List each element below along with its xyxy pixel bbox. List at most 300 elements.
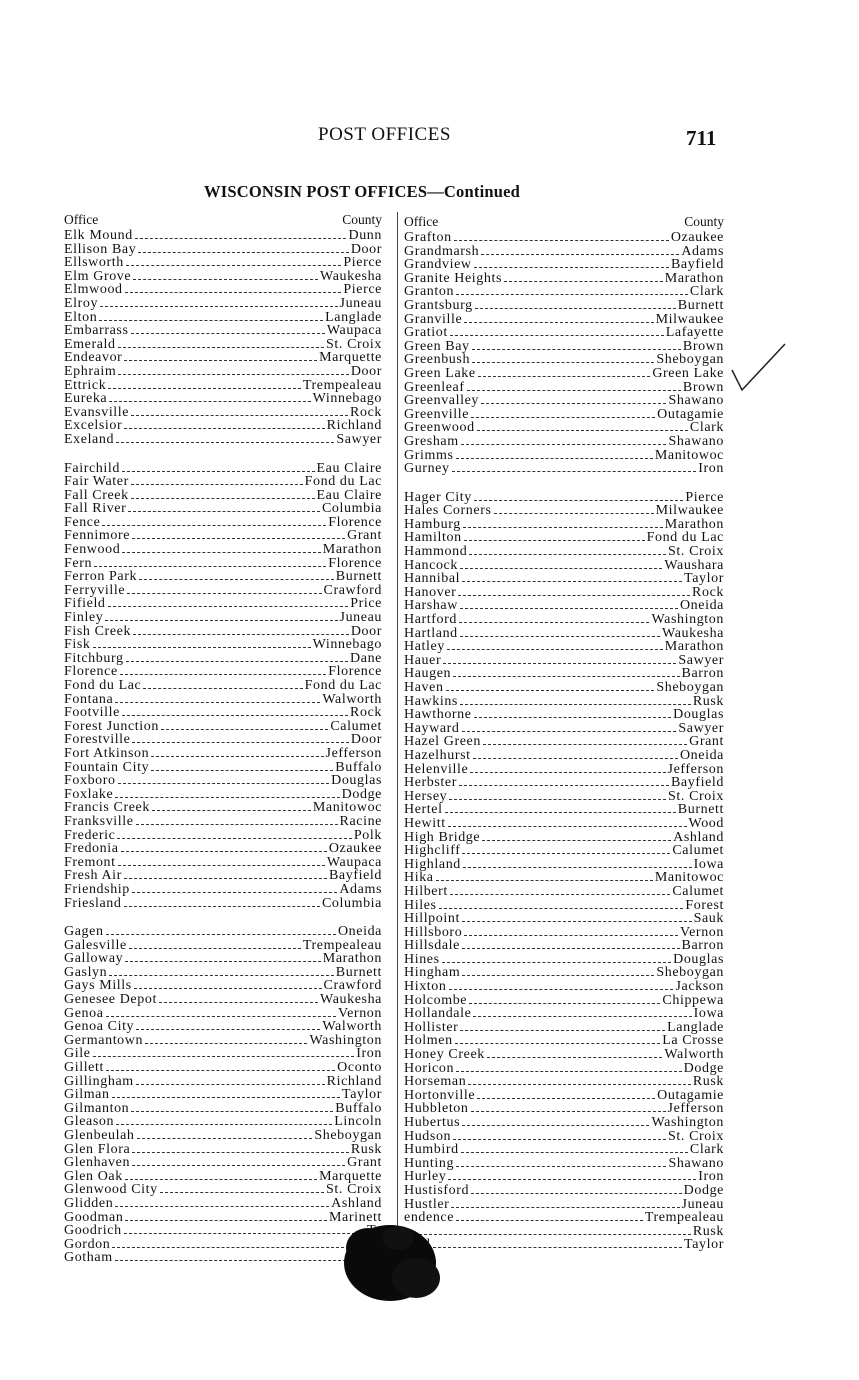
dot-leader <box>462 939 680 949</box>
page-number: 711 <box>686 126 717 150</box>
post-office-row <box>64 993 382 1007</box>
post-office-row <box>64 256 382 270</box>
dot-leader <box>470 763 665 773</box>
county-name: Burnett <box>335 569 382 585</box>
office-name: Elmwood <box>64 282 123 298</box>
post-office-row <box>404 708 724 722</box>
office-name: Goodrich <box>64 1223 122 1239</box>
page-header-title: POST OFFICES <box>318 124 451 145</box>
post-office-row <box>64 243 382 257</box>
post-office-row <box>404 776 724 790</box>
post-office-row <box>64 747 382 761</box>
office-name: Endeavor <box>64 350 123 366</box>
office-name: Ephraim <box>64 363 117 379</box>
post-office-row <box>404 1062 724 1076</box>
dot-leader <box>132 883 337 893</box>
column-divider <box>397 212 398 1284</box>
dot-leader <box>106 1061 335 1071</box>
county-header: County <box>684 214 724 229</box>
county-name: Lafayette <box>665 325 724 341</box>
office-name: Greenbush <box>404 352 471 368</box>
dot-leader <box>106 925 336 935</box>
office-name: Hustisford <box>404 1182 470 1198</box>
dot-leader <box>455 1034 661 1044</box>
dot-leader <box>115 693 320 703</box>
office-name: Footville <box>64 705 120 721</box>
post-office-row <box>404 953 724 967</box>
dot-leader <box>136 1020 320 1030</box>
county-name: Racine <box>339 813 382 829</box>
dot-leader <box>477 1089 655 1099</box>
post-office-row <box>404 695 724 709</box>
office-name: Genoa City <box>64 1019 135 1035</box>
county-name: Waukesha <box>320 268 382 284</box>
office-name: Hannibal <box>404 571 461 587</box>
dot-leader <box>453 667 679 677</box>
post-office-row <box>404 1089 724 1103</box>
office-name: Fall Creek <box>64 487 129 503</box>
county-name: Manitowoc <box>654 870 724 886</box>
post-office-row <box>404 518 724 532</box>
dot-leader <box>494 504 654 514</box>
county-name: Marathon <box>664 639 724 655</box>
post-office-row <box>64 1197 382 1211</box>
county-name: Richland <box>326 418 382 434</box>
dot-leader <box>433 1238 683 1248</box>
post-office-row <box>404 640 724 654</box>
county-name: Pierce <box>343 255 382 271</box>
post-office-row <box>404 1143 724 1157</box>
post-office-row <box>64 529 382 543</box>
dot-leader <box>124 869 327 879</box>
post-office-row <box>404 926 724 940</box>
dot-leader <box>124 897 320 907</box>
office-name: Hauer <box>404 652 442 668</box>
county-name: Winnebago <box>312 391 382 407</box>
county-name: Sheboygan <box>656 680 724 695</box>
county-name: Manitowoc <box>654 447 724 463</box>
dot-leader <box>472 353 654 363</box>
post-office-row <box>64 1061 382 1075</box>
office-name: Glen Flora <box>64 1141 131 1157</box>
county-name: Shawano <box>668 433 724 449</box>
dot-leader <box>116 1115 332 1125</box>
dot-leader <box>460 695 691 705</box>
office-name: Haven <box>404 680 444 695</box>
office-name: Hurley <box>404 1169 447 1185</box>
office-header: Office <box>64 212 99 227</box>
office-name: Frederic <box>64 827 116 843</box>
dot-leader <box>462 722 677 732</box>
county-name: Brown <box>682 338 724 354</box>
post-office-row <box>404 1102 724 1116</box>
post-office-row <box>404 654 724 668</box>
office-name: Gurney <box>404 461 450 477</box>
county-name: Crawford <box>323 582 382 598</box>
dot-leader <box>122 543 320 553</box>
post-office-row <box>64 475 382 489</box>
post-office-row <box>64 570 382 584</box>
office-name: Hertel <box>404 802 443 818</box>
post-office-row <box>404 435 724 449</box>
dot-leader <box>94 557 326 567</box>
office-name: Herbster <box>404 775 458 791</box>
post-office-row <box>64 1129 382 1143</box>
office-name: Ellsworth <box>64 255 124 271</box>
county-name: Vernon <box>679 924 724 940</box>
dot-leader <box>124 351 317 361</box>
county-name: Washington <box>651 612 724 628</box>
post-office-row <box>64 679 382 693</box>
post-office-row <box>64 516 382 530</box>
county-name: Shawano <box>668 393 724 409</box>
office-name: Gaslyn <box>64 964 108 980</box>
dot-leader <box>118 365 348 375</box>
dot-leader <box>137 1129 313 1139</box>
office-name: Fountain City <box>64 759 150 775</box>
office-name: Greenwood <box>404 420 475 436</box>
county-name: Marinett <box>328 1209 382 1225</box>
office-name: Friendship <box>64 881 130 897</box>
post-office-row <box>404 586 724 600</box>
office-name: High Bridge <box>404 829 481 845</box>
county-name: St. Croix <box>668 1128 724 1144</box>
office-name: Gillingham <box>64 1073 134 1089</box>
office-name: Fennimore <box>64 528 131 544</box>
office-name: Hortonville <box>404 1087 476 1103</box>
post-office-row <box>64 462 382 476</box>
county-name: Waukesha <box>320 992 382 1008</box>
office-name: Hunting <box>404 1155 455 1171</box>
county-name: Jackson <box>675 979 724 995</box>
county-name: Buffalo <box>335 1100 382 1116</box>
post-office-row <box>64 365 382 379</box>
dot-leader <box>487 1048 662 1058</box>
office-name: Glenbeulah <box>64 1128 135 1143</box>
office-name: Forestville <box>64 732 131 748</box>
county-name: Trempealeau <box>302 377 382 393</box>
office-name: Grandview <box>404 257 472 273</box>
dot-leader <box>102 516 326 526</box>
post-office-row <box>64 229 382 243</box>
office-name: Hixton <box>404 979 447 995</box>
post-office-row <box>404 462 724 476</box>
dot-leader <box>474 258 669 268</box>
county-name: Clark <box>689 284 724 300</box>
dot-leader <box>136 815 338 825</box>
county-name: Rusk <box>692 1223 724 1239</box>
office-name: Hawkins <box>404 693 458 709</box>
post-office-row <box>404 790 724 804</box>
dot-leader <box>159 993 318 1003</box>
office-name: Granton <box>404 284 455 300</box>
post-office-row <box>404 1048 724 1062</box>
office-name: Green Bay <box>404 338 470 354</box>
right-column <box>404 215 724 1252</box>
dot-leader <box>449 980 674 990</box>
office-name: Hales Corners <box>404 503 492 519</box>
post-office-row <box>404 1116 724 1130</box>
county-name: Iowa <box>693 856 724 872</box>
office-name: Fairchild <box>64 460 120 476</box>
county-name: Marquette <box>319 1168 382 1184</box>
county-name: Pierce <box>685 489 724 505</box>
county-name: Bayfield <box>670 775 724 791</box>
post-office-row <box>404 1238 724 1252</box>
post-office-row <box>64 1170 382 1184</box>
dot-leader <box>131 489 315 499</box>
county-name: Burnett <box>335 964 382 980</box>
county-name: Door <box>350 623 382 639</box>
post-office-row <box>404 572 724 586</box>
office-name: Hayward <box>404 720 460 736</box>
group-separator <box>64 447 382 462</box>
office-name: Florence <box>64 664 118 680</box>
left-column-rows <box>64 229 382 1265</box>
office-name: Hubertus <box>404 1115 461 1130</box>
dot-leader <box>115 1197 329 1207</box>
county-name: Milwaukee <box>655 311 724 327</box>
dot-leader <box>93 1047 355 1057</box>
office-name: Hollandale <box>404 1006 472 1022</box>
post-office-row <box>64 1143 382 1157</box>
dot-leader <box>414 1225 691 1235</box>
office-name: Elk Mound <box>64 228 133 243</box>
county-name: Eau Claire <box>316 487 382 503</box>
dot-leader <box>120 665 326 675</box>
dot-leader <box>459 776 669 786</box>
office-name: Gotham <box>64 1250 113 1266</box>
post-office-row <box>64 693 382 707</box>
county-name: Taylor <box>684 1237 724 1253</box>
dot-leader <box>106 1007 336 1017</box>
dot-leader <box>445 803 676 813</box>
county-name: Door <box>350 732 382 748</box>
office-name: Fond du Lac <box>64 678 142 693</box>
post-office-row <box>404 245 724 259</box>
office-name: Fremont <box>64 854 116 870</box>
dot-leader <box>131 475 303 485</box>
post-office-row <box>64 351 382 365</box>
right-column-header <box>404 215 724 231</box>
dot-leader <box>132 1156 345 1166</box>
county-name: Bayfield <box>670 257 724 273</box>
post-office-row <box>404 449 724 463</box>
county-name: Ozaukee <box>328 841 382 857</box>
dot-leader <box>474 491 684 501</box>
dot-leader <box>118 856 325 866</box>
dot-leader <box>447 640 663 650</box>
dot-leader <box>471 1184 682 1194</box>
dot-leader <box>125 952 321 962</box>
office-name: Granville <box>404 311 463 327</box>
office-name: Elm Grove <box>64 268 132 284</box>
dot-leader <box>131 1102 333 1112</box>
dot-leader <box>460 559 662 569</box>
dot-leader <box>134 979 322 989</box>
post-office-row <box>404 599 724 613</box>
dot-leader <box>126 652 348 662</box>
county-name: Iron <box>356 1046 382 1062</box>
dot-leader <box>131 324 325 334</box>
office-name: Hillsdale <box>404 938 460 954</box>
office-name: Hillsboro <box>404 924 463 940</box>
post-office-row <box>404 749 724 763</box>
post-office-row <box>404 627 724 641</box>
county-name: Waupaca <box>326 854 382 870</box>
office-name: Gilmanton <box>64 1100 130 1116</box>
county-name: Waupaca <box>326 323 382 339</box>
post-office-row <box>64 557 382 571</box>
office-name: Fenwood <box>64 542 121 558</box>
dot-leader <box>131 406 348 416</box>
post-office-row <box>404 1184 724 1198</box>
dot-leader <box>133 625 349 635</box>
dot-leader <box>462 844 670 854</box>
dot-leader <box>473 1007 691 1017</box>
dot-leader <box>449 790 666 800</box>
post-office-row <box>404 844 724 858</box>
dot-leader <box>133 270 318 280</box>
dot-leader <box>469 994 660 1004</box>
county-name: Brown <box>682 379 724 395</box>
county-name: Bayfield <box>328 868 382 884</box>
post-office-row <box>404 667 724 681</box>
dot-leader <box>136 1075 325 1085</box>
dot-leader <box>108 597 349 607</box>
right-column-rows <box>404 231 724 1252</box>
office-name: Embarrass <box>64 323 129 339</box>
office-name: Hanover <box>404 584 457 600</box>
post-office-row <box>64 584 382 598</box>
county-name: Trempealeau <box>302 937 382 953</box>
office-name: Galesville <box>64 937 127 953</box>
county-name: Douglas <box>673 951 724 967</box>
post-office-row <box>64 1183 382 1197</box>
county-name: Sawyer <box>678 652 724 668</box>
post-office-row <box>64 1251 382 1265</box>
post-office-row <box>64 297 382 311</box>
post-office-row <box>64 733 382 747</box>
county-name: Crawford <box>323 978 382 994</box>
post-office-row <box>64 856 382 870</box>
county-name: Rock <box>350 404 382 420</box>
county-name: Adams <box>339 881 382 897</box>
post-office-row <box>64 788 382 802</box>
dot-leader <box>100 297 337 307</box>
dot-leader <box>481 245 679 255</box>
dot-leader <box>161 720 328 730</box>
post-office-row <box>404 1130 724 1144</box>
office-name: Horicon <box>404 1060 455 1076</box>
dot-leader <box>121 842 327 852</box>
dot-leader <box>456 1062 682 1072</box>
post-office-row <box>64 966 382 980</box>
office-name: Evansville <box>64 404 130 420</box>
office-name: Glenwood City <box>64 1182 158 1198</box>
office-name: Hager City <box>404 489 472 505</box>
county-name: Waukesha <box>662 625 724 641</box>
office-name: Gresham <box>404 433 459 449</box>
post-office-row <box>64 502 382 516</box>
county-name: Fond du Lac <box>304 474 382 490</box>
dot-leader <box>456 449 653 459</box>
county-name: St. Croix <box>668 544 724 560</box>
dot-leader <box>129 939 301 949</box>
county-name: Eau Claire <box>316 460 382 476</box>
office-header: Office <box>404 214 439 229</box>
office-name: Gillett <box>64 1060 104 1076</box>
dot-leader <box>478 367 651 377</box>
post-office-row <box>64 706 382 720</box>
dot-leader <box>93 638 311 648</box>
county-name: Juneau <box>681 1196 724 1212</box>
dot-leader <box>474 708 672 718</box>
county-name: Waushara <box>664 557 724 573</box>
dot-leader <box>460 627 660 637</box>
post-office-row <box>64 842 382 856</box>
post-office-row <box>64 1020 382 1034</box>
county-name: St. Croix <box>326 1182 382 1198</box>
post-office-row <box>64 392 382 406</box>
post-office-row <box>64 869 382 883</box>
post-office-row <box>404 272 724 286</box>
office-name: Hamburg <box>404 516 461 532</box>
county-name: Polk <box>353 827 382 843</box>
dot-leader <box>105 611 337 621</box>
county-name: Iron <box>698 1169 724 1185</box>
post-office-row <box>404 613 724 627</box>
county-name: Rusk <box>350 1141 382 1157</box>
post-office-row <box>64 406 382 420</box>
county-name: Dane <box>350 650 382 666</box>
dot-leader <box>448 817 687 827</box>
office-name: Holmen <box>404 1033 453 1049</box>
county-name: Marathon <box>664 270 724 286</box>
office-name: Green Lake <box>404 365 476 381</box>
county-name: Washington <box>309 1032 382 1048</box>
office-name: Fall River <box>64 501 127 517</box>
post-office-row <box>404 1225 724 1239</box>
dot-leader <box>115 788 339 798</box>
county-name: Dunn <box>348 228 382 243</box>
county-name: Outagamie <box>657 1087 724 1103</box>
post-office-row <box>64 611 382 625</box>
dot-leader <box>442 953 671 963</box>
dot-leader <box>125 283 342 293</box>
dot-leader <box>124 1224 365 1234</box>
office-name: Francis Creek <box>64 800 150 816</box>
post-office-row <box>64 1211 382 1225</box>
dot-leader <box>471 1102 666 1112</box>
dot-leader <box>477 421 688 431</box>
office-name: endence <box>404 1210 455 1226</box>
county-name: Barron <box>681 938 724 954</box>
office-name: Holcombe <box>404 992 468 1008</box>
county-name: Dodge <box>341 786 382 802</box>
post-office-row <box>64 883 382 897</box>
post-office-row <box>64 270 382 284</box>
dot-leader <box>112 1088 340 1098</box>
office-name: Genesee Depot <box>64 992 157 1008</box>
post-office-row <box>64 638 382 652</box>
dot-leader <box>462 1116 649 1126</box>
post-office-row <box>64 324 382 338</box>
office-name: Greenvalley <box>404 393 480 409</box>
dot-leader <box>467 381 681 391</box>
ink-blot-stain <box>338 1218 448 1308</box>
office-name: Hamilton <box>404 530 462 546</box>
